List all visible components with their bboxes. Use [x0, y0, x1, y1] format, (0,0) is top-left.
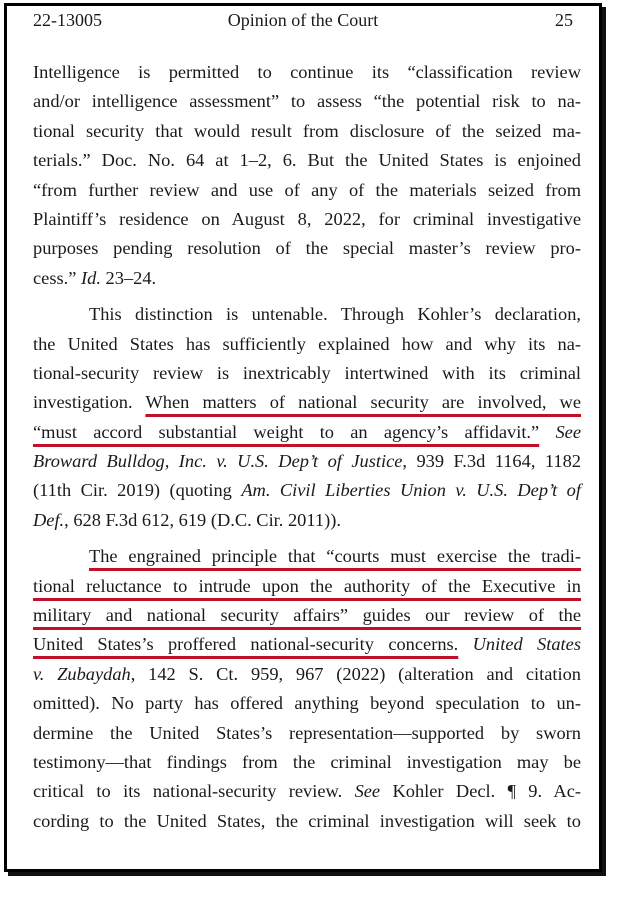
citation-italic: v. Zubaydah — [33, 663, 131, 684]
text-line: and/or intelligence assessment” to assess “the potential risk to na- — [33, 91, 581, 112]
citation-italic: See — [555, 421, 581, 442]
text-run: , 628 F.3d 612, 619 (D.C. Cir. 2011)). — [64, 509, 341, 530]
text-line: the United States has sufficiently explained how and why its na- — [33, 333, 581, 354]
highlighted-text: United States’s proffered national-security concerns. — [33, 634, 459, 655]
citation-italic: Am. Civil Liberties Union v. U.S. Dep’t of — [241, 480, 581, 501]
text-line — [33, 476, 581, 505]
text-line: tional-security review is inextricably intertwined with its criminal — [33, 362, 581, 383]
citation-italic: See — [354, 781, 381, 802]
docket-number: 22-13005 — [33, 10, 102, 30]
text-line: purposes pending resolution of the special master’s review pro- — [33, 238, 581, 259]
page-title: Opinion of the Court — [227, 10, 379, 30]
highlighted-text: “must accord substantial weight to an agency’s affidavit.” — [33, 421, 540, 442]
text-line: “from further review and use of any of the materials seized from — [33, 179, 581, 200]
text-line — [33, 447, 581, 476]
citation-italic: Def. — [33, 509, 65, 530]
text-line — [33, 777, 581, 806]
citation-italic: Id. — [81, 267, 101, 288]
text-line — [33, 542, 581, 571]
text-run: critical to its national-security review. — [33, 781, 343, 802]
highlighted-text: The engrained principle that “courts must exercise the tradi- — [89, 546, 581, 567]
text-line: testimony—that findings from the criminal investigation may be — [33, 751, 581, 772]
text-line: dermine the United States’s representation—supported by sworn — [33, 722, 581, 743]
highlighted-text: tional reluctance to intrude upon the authority of the Executive in — [33, 575, 581, 596]
citation-italic: United States — [472, 634, 581, 655]
text-run: 23–24. — [105, 267, 157, 288]
text-line — [33, 418, 581, 447]
text-line: This distinction is untenable. Through Kohler’s declaration, — [89, 304, 581, 325]
text-line — [33, 660, 581, 689]
text-line — [33, 601, 581, 630]
text-line: cording to the United States, the criminal investigation will seek to — [33, 810, 581, 831]
opinion-body — [33, 58, 581, 836]
paragraph-2 — [33, 300, 581, 535]
page-header — [33, 10, 573, 36]
text-line: Intelligence is permitted to continue its “classification review — [33, 62, 581, 82]
highlighted-text: When matters of national security are involved, we — [145, 392, 582, 413]
citation-italic: Broward Bulldog, Inc. v. U.S. Dep’t of Justice — [33, 451, 403, 472]
text-line — [33, 572, 581, 601]
text-run: , 142 S. Ct. 959, 967 (2022) (alteration and citation — [130, 663, 581, 684]
text-line — [33, 264, 581, 293]
paragraph-1 — [33, 58, 581, 293]
text-run: cess.” — [33, 267, 77, 288]
text-line — [33, 506, 581, 535]
text-line — [33, 388, 581, 417]
paragraph-3 — [33, 542, 581, 836]
text-run: , 939 F.3d 1164, 1182 — [402, 451, 581, 472]
text-run: (11th Cir. 2019) (quoting — [33, 480, 232, 501]
text-line: Plaintiff’s residence on August 8, 2022, for criminal investigative — [33, 208, 581, 229]
text-run: investigation. — [33, 392, 133, 413]
text-line: terials.” Doc. No. 64 at 1–2, 6. But the United States is enjoined — [33, 150, 581, 171]
text-line: omitted). No party has offered anything beyond speculation to un- — [33, 693, 581, 714]
page-frame — [4, 3, 602, 872]
text-line — [33, 630, 581, 659]
highlighted-text: military and national security affairs” guides our review of the — [33, 605, 581, 626]
text-run: Kohler Decl. ¶ 9. Ac- — [392, 781, 581, 802]
page-number: 25 — [555, 10, 573, 30]
text-line: tional security that would result from disclosure of the seized ma- — [33, 120, 581, 141]
